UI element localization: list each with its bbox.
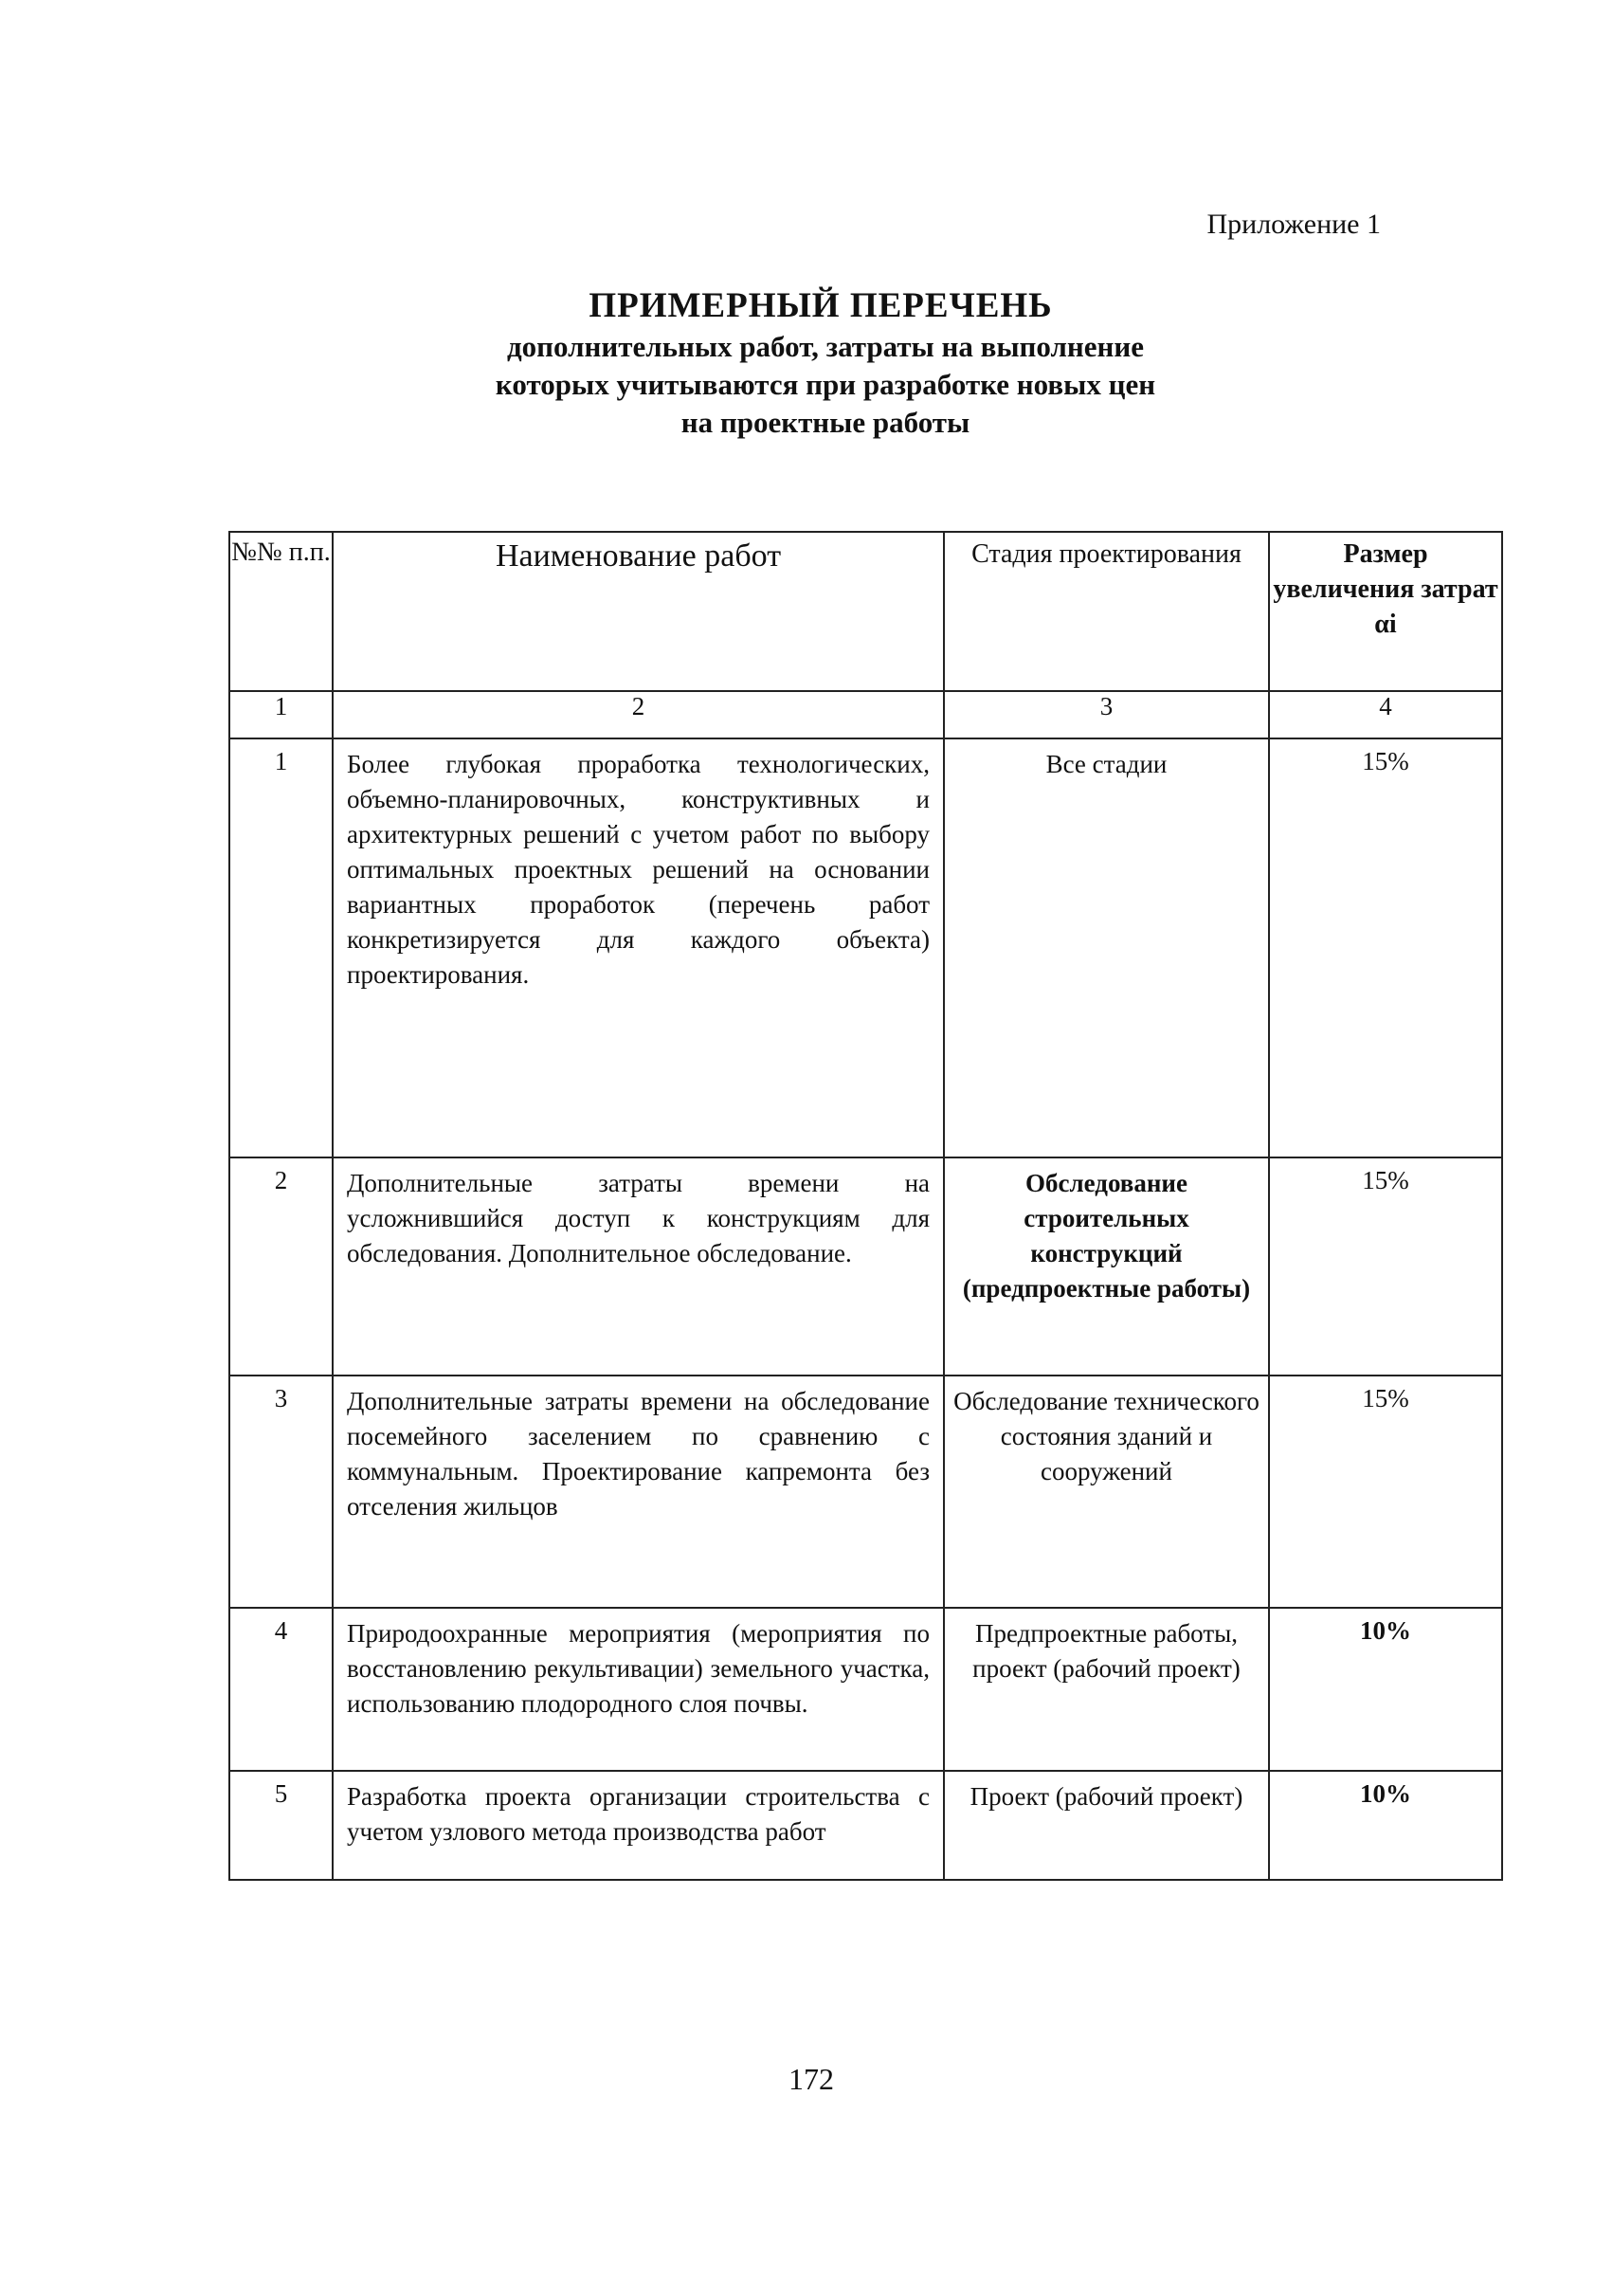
row-stage: Предпроектные работы, проект (рабочий проект) <box>944 1608 1269 1771</box>
row-name: Дополнительные затраты времени на обследование посемейного заселением по сравнению с коммунальным. Проектирование капремонта без отселения жильцов <box>333 1376 944 1608</box>
header-name: Наименование работ <box>333 532 944 691</box>
column-number: 1 <box>229 691 333 738</box>
title-line-1: ПРИМЕРНЫЙ ПЕРЕЧЕНЬ <box>589 286 1053 325</box>
table-row <box>229 1376 1502 1608</box>
row-name: Более глубокая проработка технологических, объемно-планировочных, конструктивных и архитектурных решений с учетом работ по выбору оптимальных проектных решений на основании вариантных проработок (перечень работ конкретизируется для каждого объекта) проектирования. <box>333 738 944 1157</box>
document-title <box>0 284 1613 442</box>
appendix-label: Приложение 1 <box>1206 209 1381 240</box>
row-number: 2 <box>229 1157 333 1376</box>
row-percent: 10% <box>1269 1771 1502 1880</box>
table-row <box>229 1157 1502 1376</box>
works-table <box>228 531 1503 1881</box>
row-number: 1 <box>229 738 333 1157</box>
page-number: 172 <box>788 2062 834 2096</box>
row-stage: Проект (рабочий проект) <box>944 1771 1269 1880</box>
row-percent: 10% <box>1269 1608 1502 1771</box>
row-name: Разработка проекта организации строительства с учетом узлового метода производства работ <box>333 1771 944 1880</box>
header-stage: Стадия проектирования <box>944 532 1269 691</box>
row-stage: Обследование технического состояния зданий и сооружений <box>944 1376 1269 1608</box>
title-line-3: которых учитываются при разработке новых цен <box>495 368 1156 401</box>
column-number: 3 <box>944 691 1269 738</box>
row-number: 4 <box>229 1608 333 1771</box>
column-number: 4 <box>1269 691 1502 738</box>
column-number: 2 <box>333 691 944 738</box>
row-percent: 15% <box>1269 1157 1502 1376</box>
header-num: №№ п.п. <box>229 532 333 691</box>
row-name: Дополнительные затраты времени на усложнившийся доступ к конструкциям для обследования. Дополнительное обследование. <box>333 1157 944 1376</box>
row-number: 5 <box>229 1771 333 1880</box>
row-percent: 15% <box>1269 738 1502 1157</box>
header-size: Размер увеличения затрат αi <box>1269 532 1502 691</box>
column-numbers-row <box>229 691 1502 738</box>
row-name: Природоохранные мероприятия (мероприятия по восстановлению рекультивации) земельного участка, использованию плодородного слоя почвы. <box>333 1608 944 1771</box>
title-line-4: на проектные работы <box>680 406 970 439</box>
row-stage: Обследование строительных конструкций (предпроектные работы) <box>944 1157 1269 1376</box>
title-line-2: дополнительных работ, затраты на выполнение <box>506 330 1145 363</box>
row-number: 3 <box>229 1376 333 1608</box>
table-row <box>229 1771 1502 1880</box>
table-row <box>229 1608 1502 1771</box>
table-header-row <box>229 532 1502 691</box>
table-row <box>229 738 1502 1157</box>
row-percent: 15% <box>1269 1376 1502 1608</box>
row-stage: Все стадии <box>944 738 1269 1157</box>
